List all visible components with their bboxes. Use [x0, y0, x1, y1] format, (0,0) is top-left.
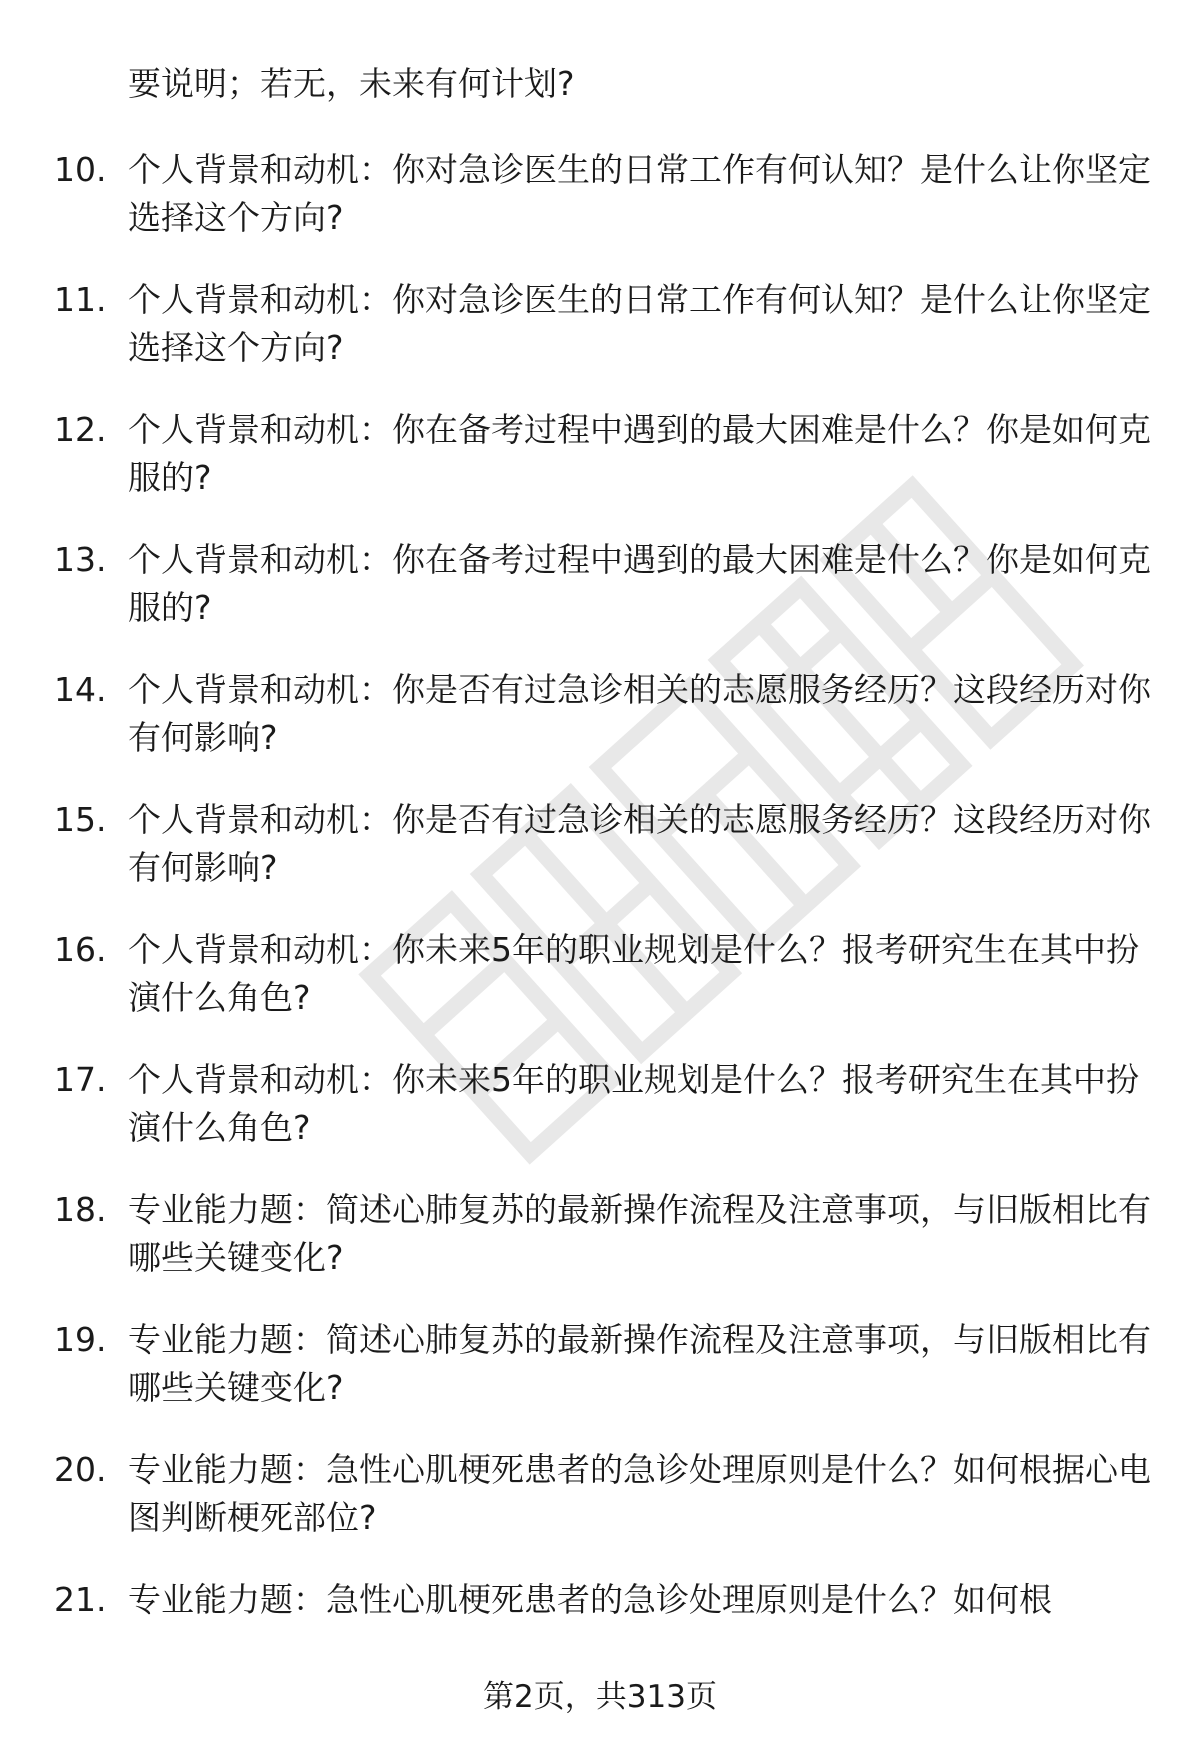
question-item	[0, 926, 1200, 1022]
question-number: 16.	[54, 930, 107, 969]
question-item	[0, 536, 1200, 632]
question-text: 个人背景和动机：你在备考过程中遇到的最大困难是什么？你是如何克服的?	[128, 410, 1151, 497]
question-text: 个人背景和动机：你在备考过程中遇到的最大困难是什么？你是如何克服的?	[128, 540, 1151, 627]
page-number-label: 第2页，共313页	[483, 1679, 717, 1715]
question-number: 13.	[54, 540, 107, 579]
question-text: 个人背景和动机：你是否有过急诊相关的志愿服务经历？这段经历对你有何影响?	[128, 800, 1151, 887]
question-text: 个人背景和动机：你对急诊医生的日常工作有何认知？是什么让你坚定选择这个方向?	[128, 150, 1151, 237]
question-list	[0, 146, 1200, 1624]
question-text: 个人背景和动机：你对急诊医生的日常工作有何认知？是什么让你坚定选择这个方向?	[128, 280, 1151, 367]
question-item	[0, 1056, 1200, 1152]
question-number: 14.	[54, 670, 107, 709]
question-number: 18.	[54, 1190, 107, 1229]
question-number: 15.	[54, 800, 107, 839]
question-number: 12.	[54, 410, 107, 449]
question-number: 17.	[54, 1060, 107, 1099]
question-item	[0, 1186, 1200, 1282]
question-number: 19.	[54, 1320, 107, 1359]
question-text: 个人背景和动机：你未来5年的职业规划是什么？报考研究生在其中扮演什么角色?	[128, 930, 1139, 1017]
continuation-text: 要说明；若无，未来有何计划?	[128, 64, 575, 103]
question-item	[0, 406, 1200, 502]
question-text: 专业能力题：简述心肺复苏的最新操作流程及注意事项，与旧版相比有哪些关键变化?	[128, 1190, 1151, 1277]
question-number: 11.	[54, 280, 107, 319]
question-text: 专业能力题：急性心肌梗死患者的急诊处理原则是什么？如何根据心电图判断梗死部位?	[128, 1450, 1151, 1537]
question-number: 20.	[54, 1450, 107, 1489]
question-number: 10.	[54, 150, 107, 189]
question-item	[0, 1316, 1200, 1412]
question-item	[0, 1446, 1200, 1542]
question-text: 专业能力题：急性心肌梗死患者的急诊处理原则是什么？如何根	[128, 1580, 1052, 1619]
question-text: 专业能力题：简述心肺复苏的最新操作流程及注意事项，与旧版相比有哪些关键变化?	[128, 1320, 1151, 1407]
question-item	[0, 1576, 1200, 1624]
question-item	[0, 666, 1200, 762]
question-number: 21.	[54, 1580, 107, 1619]
question-content	[0, 60, 1200, 1658]
question-item	[0, 276, 1200, 372]
question-item	[0, 146, 1200, 242]
page-footer	[0, 1677, 1200, 1717]
question-item	[0, 796, 1200, 892]
question-text: 个人背景和动机：你是否有过急诊相关的志愿服务经历？这段经历对你有何影响?	[128, 670, 1151, 757]
question-text: 个人背景和动机：你未来5年的职业规划是什么？报考研究生在其中扮演什么角色?	[128, 1060, 1139, 1147]
